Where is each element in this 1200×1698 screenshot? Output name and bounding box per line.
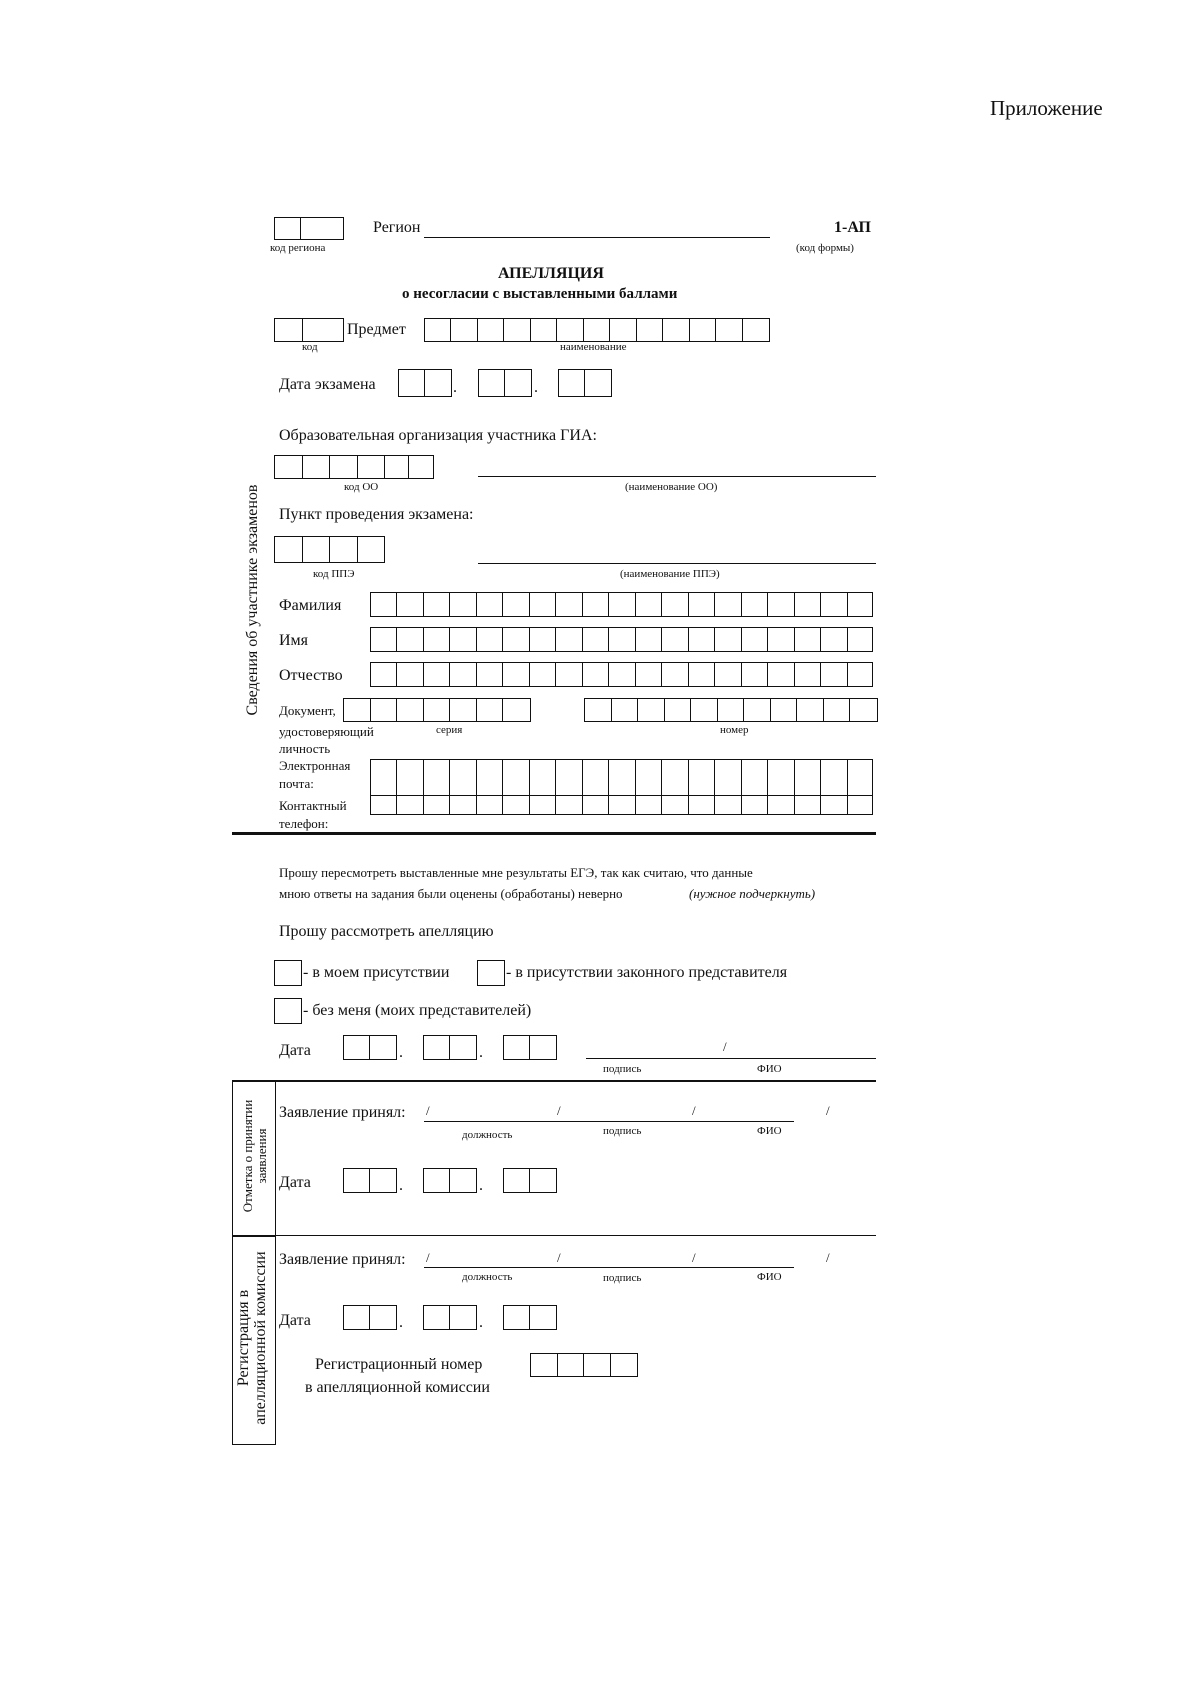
- option-without-label: - без меня (моих представителей): [303, 1002, 532, 1019]
- option-present-label: - в моем присутствии: [303, 964, 450, 981]
- registration-slash-4: /: [826, 1250, 830, 1265]
- exam-date-year[interactable]: [558, 369, 612, 397]
- subject-name-boxes[interactable]: [424, 318, 770, 342]
- request-text-line1: Прошу пересмотреть выставленные мне результаты ЕГЭ, так как считаю, что данные: [279, 865, 753, 880]
- email-label-1: Электронная: [279, 758, 351, 773]
- request-date-day[interactable]: [343, 1035, 397, 1060]
- subject-label: Предмет: [347, 321, 406, 338]
- section-divider-request: [232, 1080, 876, 1082]
- acceptance-accepted-label: Заявление принял:: [279, 1104, 406, 1121]
- acceptance-slash-3: /: [692, 1103, 696, 1118]
- patronymic-label: Отчество: [279, 667, 343, 684]
- option-without-checkbox[interactable]: [274, 998, 302, 1024]
- surname-label: Фамилия: [279, 597, 342, 614]
- region-code-caption: код региона: [270, 242, 326, 254]
- request-date-sep-1: .: [399, 1044, 403, 1061]
- option-present-checkbox[interactable]: [274, 960, 302, 986]
- exam-point-name-line[interactable]: [478, 563, 876, 564]
- phone-label-1: Контактный: [279, 798, 347, 813]
- name-boxes[interactable]: [370, 627, 873, 652]
- section-divider-participant: [232, 832, 876, 835]
- organization-heading: Образовательная организация участника ГИА:: [279, 427, 597, 444]
- exam-date-month[interactable]: [478, 369, 532, 397]
- name-label: Имя: [279, 632, 309, 649]
- exam-date-label: Дата экзамена: [279, 376, 376, 393]
- request-date-sep-2: .: [479, 1044, 483, 1061]
- request-text-note: (нужное подчеркнуть): [689, 886, 816, 901]
- acceptance-side-label-1: Отметка о принятии: [240, 1099, 255, 1213]
- document-series-caption: серия: [436, 724, 463, 736]
- consider-heading: Прошу рассмотреть апелляцию: [279, 923, 494, 940]
- email-boxes[interactable]: [370, 759, 873, 796]
- email-label-2: почта:: [279, 776, 314, 791]
- registration-date-sep-1: .: [399, 1314, 403, 1331]
- document-number-caption: номер: [720, 724, 749, 736]
- acceptance-slash-1: /: [426, 1103, 430, 1118]
- subject-code-caption: код: [302, 341, 318, 353]
- acceptance-side-label-2: заявления: [253, 1128, 269, 1184]
- registration-date-month[interactable]: [423, 1305, 477, 1330]
- phone-boxes[interactable]: [370, 794, 873, 815]
- registration-slash-2: /: [557, 1250, 561, 1265]
- acceptance-slash-4: /: [826, 1103, 830, 1118]
- request-fio-caption: ФИО: [757, 1063, 782, 1075]
- option-representative-checkbox[interactable]: [477, 960, 505, 986]
- acceptance-fio-caption: ФИО: [757, 1125, 782, 1137]
- acceptance-date-sep-2: .: [479, 1177, 483, 1194]
- registration-date-year[interactable]: [503, 1305, 557, 1330]
- acceptance-date-sep-1: .: [399, 1177, 403, 1194]
- exam-date-day[interactable]: [398, 369, 452, 397]
- registration-slash-1: /: [426, 1250, 430, 1265]
- acceptance-date-year[interactable]: [503, 1168, 557, 1193]
- organization-code-boxes[interactable]: [274, 455, 434, 479]
- form-title: АПЕЛЛЯЦИЯ: [498, 265, 604, 282]
- registration-side-label-1: Регистрация в: [235, 1289, 252, 1387]
- organization-code-caption: код ОО: [344, 481, 379, 493]
- request-date-month[interactable]: [423, 1035, 477, 1060]
- registration-date-day[interactable]: [343, 1305, 397, 1330]
- acceptance-side-label: [241, 1086, 268, 1226]
- registration-slash-3: /: [692, 1250, 696, 1265]
- registration-number-boxes[interactable]: [530, 1353, 638, 1377]
- exam-point-code-caption: код ППЭ: [313, 568, 355, 580]
- request-slash: /: [723, 1039, 727, 1054]
- request-text-line2: мною ответы на задания были оценены (обработаны) неверно: [279, 886, 623, 901]
- exam-date-sep-2: .: [534, 379, 538, 396]
- registration-side-label: [236, 1238, 270, 1438]
- form-subtitle: о несогласии с выставленными баллами: [402, 286, 678, 302]
- acceptance-slash-2: /: [557, 1103, 561, 1118]
- acceptance-signature-caption: подпись: [603, 1125, 642, 1137]
- appendix-label: Приложение: [990, 96, 1103, 120]
- registration-fio-caption: ФИО: [757, 1271, 782, 1283]
- form-code-caption: (код формы): [796, 242, 854, 254]
- option-representative-label: - в присутствии законного представителя: [506, 964, 788, 981]
- document-label-3: личность: [279, 741, 331, 756]
- request-signature-caption: подпись: [603, 1063, 642, 1075]
- phone-label-2: телефон:: [279, 816, 329, 831]
- request-signature-line[interactable]: [586, 1058, 876, 1059]
- document-number-boxes[interactable]: [584, 698, 878, 722]
- subject-name-caption: наименование: [560, 341, 627, 353]
- region-name-line[interactable]: [424, 237, 770, 238]
- registration-signature-caption: подпись: [603, 1272, 642, 1284]
- region-code-boxes[interactable]: [274, 217, 344, 240]
- registration-signature-line[interactable]: [424, 1267, 794, 1268]
- form-code: 1-АП: [834, 219, 871, 236]
- registration-position-caption: должность: [462, 1271, 513, 1283]
- acceptance-date-label: Дата: [279, 1174, 311, 1191]
- exam-point-code-boxes[interactable]: [274, 536, 385, 563]
- organization-name-line[interactable]: [478, 476, 876, 477]
- acceptance-signature-line[interactable]: [424, 1121, 794, 1122]
- organization-name-caption: (наименование ОО): [625, 481, 718, 493]
- exam-point-heading: Пункт проведения экзамена:: [279, 506, 474, 523]
- exam-date-sep-1: .: [453, 379, 457, 396]
- registration-number-label-2: в апелляционной комиссии: [305, 1379, 490, 1396]
- exam-point-name-caption: (наименование ППЭ): [620, 568, 720, 580]
- section-divider-acceptance: [232, 1235, 876, 1236]
- document-label-2: удостоверяющий: [279, 724, 374, 739]
- request-date-year[interactable]: [503, 1035, 557, 1060]
- patronymic-boxes[interactable]: [370, 662, 873, 687]
- registration-date-sep-2: .: [479, 1314, 483, 1331]
- subject-code-boxes[interactable]: [274, 318, 344, 342]
- acceptance-date-day[interactable]: [343, 1168, 397, 1193]
- document-label-1: Документ,: [279, 703, 336, 718]
- document-series-boxes[interactable]: [343, 698, 531, 722]
- acceptance-position-caption: должность: [462, 1129, 513, 1141]
- registration-date-label: Дата: [279, 1312, 311, 1329]
- request-date-label: Дата: [279, 1042, 311, 1059]
- registration-side-label-2: апелляционной комиссии: [251, 1251, 269, 1425]
- acceptance-date-month[interactable]: [423, 1168, 477, 1193]
- registration-accepted-label: Заявление принял:: [279, 1251, 406, 1268]
- participant-side-label: Сведения об участнике экзаменов: [244, 484, 261, 716]
- region-label: Регион: [373, 219, 421, 236]
- surname-boxes[interactable]: [370, 592, 873, 617]
- registration-number-label-1: Регистрационный номер: [315, 1356, 483, 1373]
